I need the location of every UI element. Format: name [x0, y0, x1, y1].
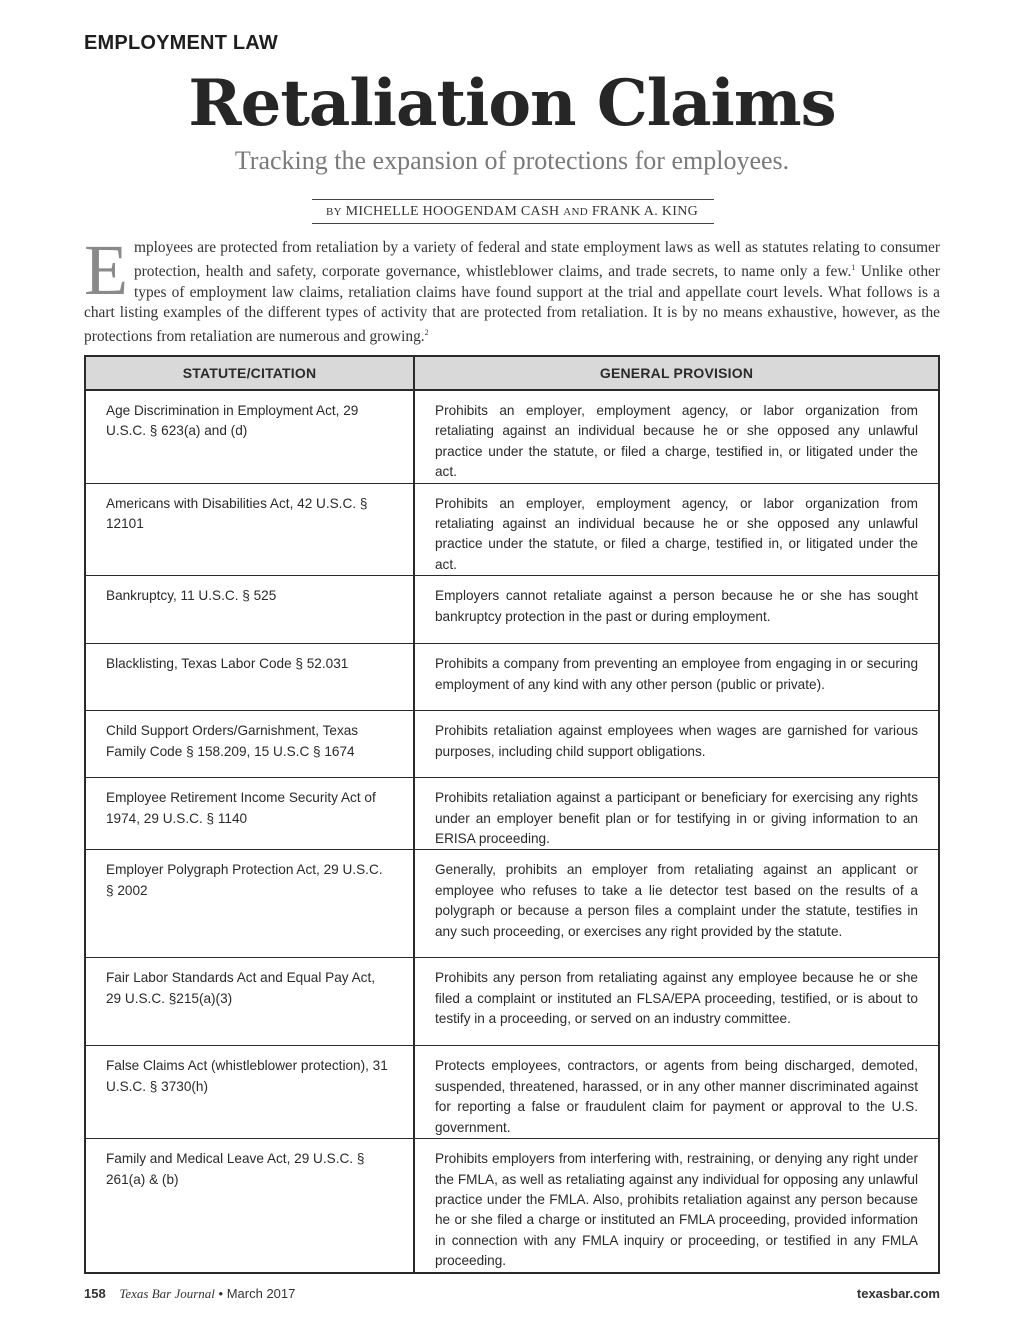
- article-subtitle: Tracking the expansion of protections for employees.: [234, 146, 790, 175]
- provision-cell: Prohibits retaliation against a participant or beneficiary for exercising any rights under an employer benefit plan or for testifying in or giving information to an ERISA proceeding.: [414, 778, 939, 850]
- provisions-table: [84, 355, 940, 1274]
- statute-cell: False Claims Act (whistleblower protection), 31 U.S.C. § 3730(h): [85, 1046, 414, 1139]
- statute-cell: Employee Retirement Income Security Act of 1974, 29 U.S.C. § 1140: [85, 778, 414, 850]
- issue-date: March 2017: [226, 1286, 296, 1301]
- provision-cell: Prohibits an employer, employment agency, or labor organization from retaliating against an individual because he or she opposed any unlawful practice under the statute, or filed a charge, testified in, or litigated under the act.: [414, 390, 939, 483]
- byline-by: BY: [325, 206, 342, 218]
- footer-separator: •: [218, 1286, 224, 1301]
- table-row: [85, 390, 939, 483]
- provision-cell: Prohibits an employer, employment agency, or labor organization from retaliating against an individual because he or she opposed any unlawful practice under the statute, or filed a charge, testified in, or litigated under the act.: [414, 483, 939, 576]
- statute-cell: Employer Polygraph Protection Act, 29 U.S.C. § 2002: [85, 850, 414, 958]
- page-number: 158: [84, 1286, 106, 1301]
- header-statute: STATUTE/CITATION: [85, 356, 414, 390]
- table-row: [85, 483, 939, 576]
- byline: [0, 204, 1024, 220]
- byline-rule-top: [312, 199, 714, 200]
- table-row: [85, 576, 939, 644]
- table-row: [85, 1139, 939, 1273]
- intro-text-1: mployees are protected from retaliation by a variety of federal and state employment laws as well as statutes relating to consumer protection, health and safety, corporate governance, whistleblower claims, and trade secrets, to name only a few.: [133, 239, 940, 281]
- table-row: [85, 711, 939, 778]
- statute-cell: Family and Medical Leave Act, 29 U.S.C. § 261(a) & (b): [85, 1139, 414, 1273]
- provision-cell: Prohibits any person from retaliating against any employee because he or she filed a complaint or instituted an FLSA/EPA proceeding, testified, or is about to testify in a proceeding, or served on an industry committee.: [414, 958, 939, 1046]
- website-link[interactable]: texasbar.com: [856, 1286, 940, 1301]
- section-label: EMPLOYMENT LAW: [84, 32, 278, 54]
- intro-paragraph: [84, 230, 941, 347]
- footnote-ref-2[interactable]: 2: [424, 327, 429, 337]
- drop-cap: E: [84, 230, 128, 310]
- footnote-ref-1[interactable]: 1: [851, 263, 856, 273]
- statute-cell: Bankruptcy, 11 U.S.C. § 525: [85, 576, 414, 644]
- table-row: [85, 778, 939, 850]
- table-header-row: [85, 356, 939, 390]
- table-row: [85, 1046, 939, 1139]
- table-row: [85, 850, 939, 958]
- provision-cell: Prohibits retaliation against employees when wages are garnished for various purposes, including child support obligations.: [414, 711, 939, 778]
- provision-cell: Prohibits a company from preventing an employee from engaging in or securing employment of any kind with any other person (public or private).: [414, 644, 939, 711]
- statute-cell: Child Support Orders/Garnishment, Texas Family Code § 158.209, 15 U.S.C § 1674: [85, 711, 414, 778]
- statute-cell: Age Discrimination in Employment Act, 29 U.S.C. § 623(a) and (d): [85, 390, 414, 483]
- footer-left: [84, 1286, 295, 1302]
- byline-rule-bottom: [312, 223, 714, 224]
- provision-cell: Protects employees, contractors, or agents from being discharged, demoted, suspended, threatened, harassed, or in any other manner discriminated against for reporting a false or fraudulent claim for payment or approval to the U.S. government.: [414, 1046, 939, 1139]
- table-row: [85, 644, 939, 711]
- provision-cell: Employers cannot retaliate against a person because he or she has sought bankruptcy protection in the past or during employment.: [414, 576, 939, 644]
- intro-text-2: Unlike other types of employment law claims, retaliation claims have found support at the trial and appellate court levels. What follows is a chart listing examples of the different types of activity that are protected from retaliation. It is by no means exhaustive, however, as the protections from retaliation are numerous and growing.: [84, 263, 941, 346]
- provision-cell: Prohibits employers from interfering with, restraining, or denying any right under the FMLA, as well as retaliating against any individual for opposing any unlawful practice under the FMLA. Also, prohibits retaliation against any person because he or she filed a charge or instituted an FMLA proceeding, provided information in connection with any FMLA inquiry or proceeding, or testified in any FMLA proceeding.: [414, 1139, 939, 1273]
- table-row: [85, 958, 939, 1046]
- provision-cell: Generally, prohibits an employer from retaliating against an applicant or employee who refuses to take a lie detector test based on the results of a polygraph or because a person files a complaint under the statute, testifies in any such proceeding, or exercises any right provided by the statute.: [414, 850, 939, 958]
- author-2: FRANK A. KING: [591, 204, 699, 219]
- article-title: Retaliation Claims: [188, 66, 836, 141]
- byline-and: AND: [563, 206, 589, 218]
- statute-cell: Fair Labor Standards Act and Equal Pay Act, 29 U.S.C. §215(a)(3): [85, 958, 414, 1046]
- journal-name: Texas Bar Journal: [119, 1286, 215, 1301]
- statute-cell: Americans with Disabilities Act, 42 U.S.C. § 12101: [85, 483, 414, 576]
- header-provision: GENERAL PROVISION: [414, 356, 939, 390]
- statute-cell: Blacklisting, Texas Labor Code § 52.031: [85, 644, 414, 711]
- author-1: MICHELLE HOOGENDAM CASH: [345, 204, 560, 219]
